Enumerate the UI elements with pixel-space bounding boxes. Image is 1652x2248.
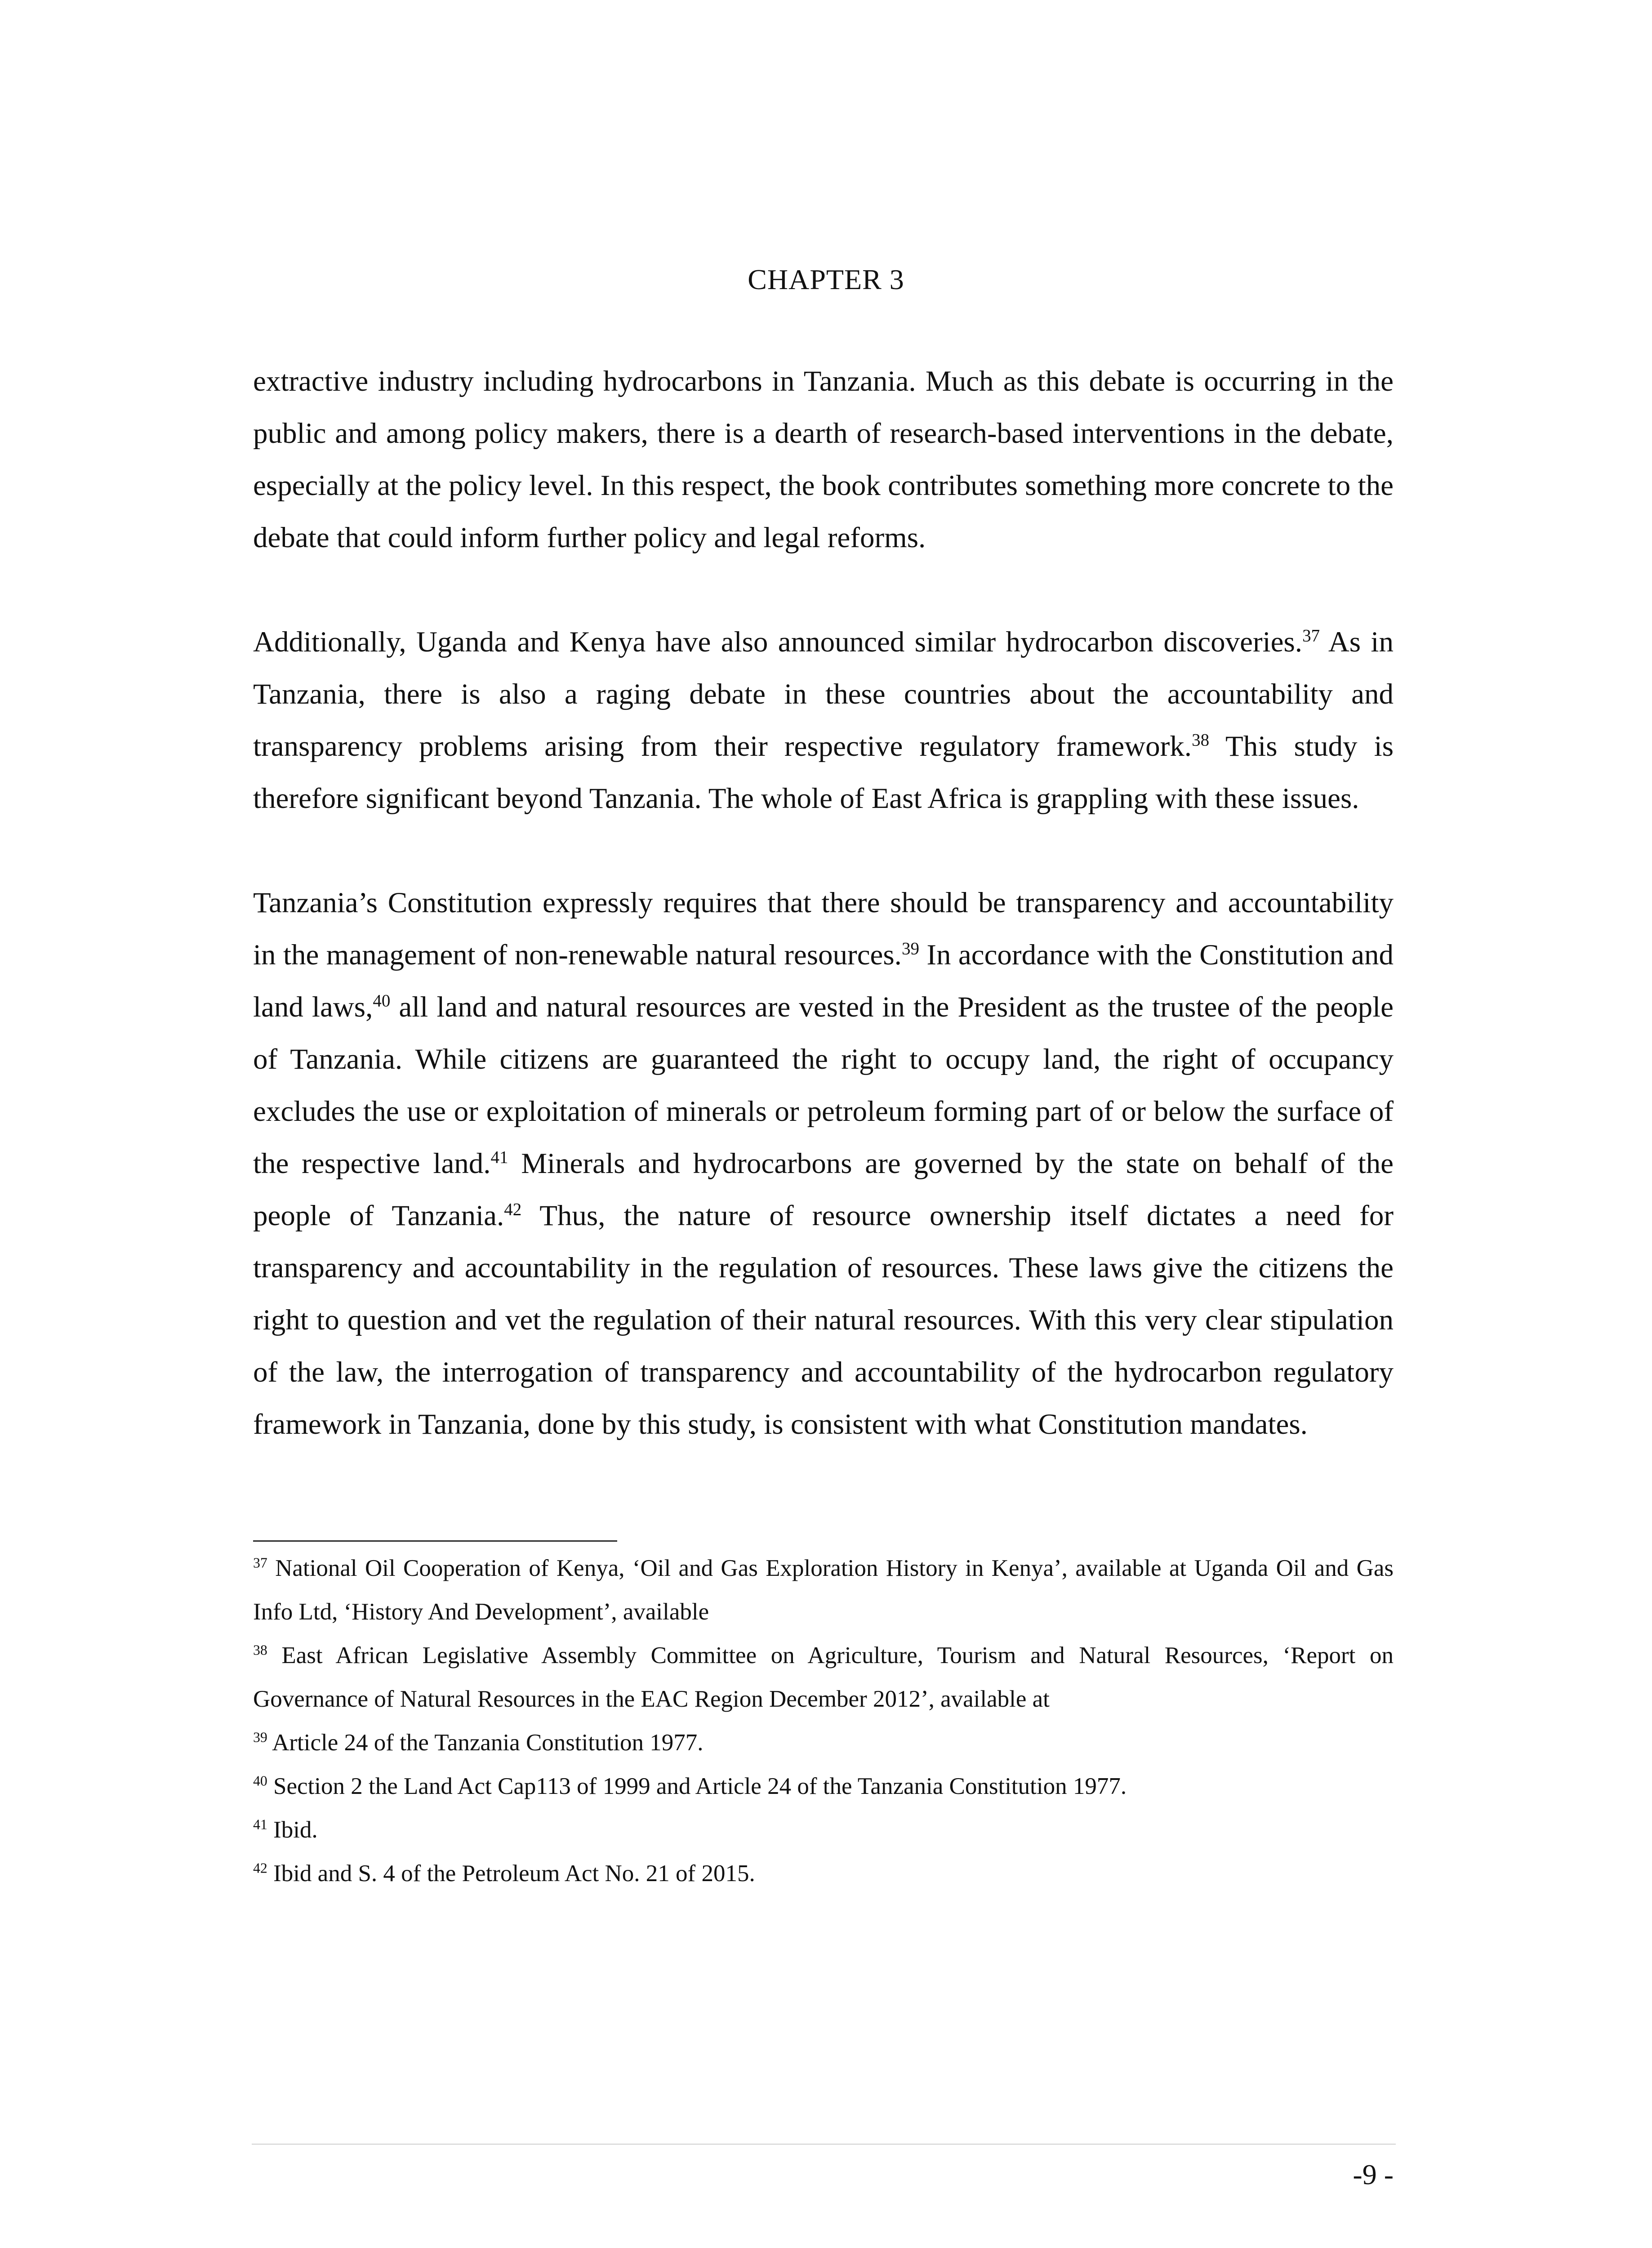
paragraph-text: This study is therefore significant beyond Tanzania. The whole of East Africa is grappling with these issues.	[253, 730, 1394, 815]
paragraph	[253, 877, 1394, 1450]
footnote-text: National Oil Cooperation of Kenya, ‘Oil and Gas Exploration History in Kenya’, available at Uganda Oil and Gas Info Ltd, ‘History And Development’, available	[253, 1555, 1394, 1625]
page-number: -9 -	[1353, 2159, 1394, 2190]
footnote-separator	[253, 1540, 617, 1542]
footnote-ref: 39	[901, 939, 919, 959]
paragraph-text: As in Tanzania, there is also a raging debate in these countries about the accountability and transparency problems arising from their respective regulatory framework.	[253, 626, 1394, 763]
footnote	[253, 1852, 1394, 1896]
paragraph-text: all land and natural resources are vested in the President as the trustee of the people of Tanzania. While citizens are guaranteed the right to occupy land, the right of occupancy excludes the use or exploitation of minerals or petroleum forming part of or below the surface of the respective land.	[253, 991, 1394, 1180]
footnote	[253, 1721, 1394, 1765]
footnote-ref: 38	[1192, 730, 1210, 750]
paragraph-text: Tanzania’s Constitution expressly requires that there should be transparency and accountability in the management of non-renewable natural resources.	[253, 887, 1394, 971]
paragraph-text: Additionally, Uganda and Kenya have also announced similar hydrocarbon discoveries.	[253, 626, 1303, 658]
footnote-text: Ibid.	[267, 1817, 318, 1843]
paragraph-text: In accordance with the Constitution and land laws,	[253, 939, 1394, 1023]
footnote-number: 40	[253, 1773, 267, 1789]
body-text	[253, 355, 1394, 1503]
footnote-number: 41	[253, 1816, 267, 1833]
footnote-number: 42	[253, 1860, 267, 1876]
paragraph-text: Thus, the nature of resource ownership itself dictates a need for transparency and accountability in the regulation of resources. These laws give the citizens the right to question and vet the regulation of their natural resources. With this very clear stipulation of the law, the interrogation of transparency and accountability of the hydrocarbon regulatory framework in Tanzania, done by this study, is consistent with what Constitution mandates.	[253, 1200, 1394, 1441]
footnotes	[253, 1547, 1394, 1896]
footnote-ref: 40	[373, 991, 391, 1011]
footnote	[253, 1547, 1394, 1634]
footnote-ref: 41	[490, 1147, 508, 1167]
footnote-text: Section 2 the Land Act Cap113 of 1999 and Article 24 of the Tanzania Constitution 1977.	[267, 1773, 1127, 1799]
footnote-text: Ibid and S. 4 of the Petroleum Act No. 21 of 2015.	[267, 1860, 755, 1887]
chapter-heading: CHAPTER 3	[748, 263, 904, 295]
footnote-ref: 37	[1302, 626, 1320, 646]
footnote	[253, 1808, 1394, 1852]
footnote-number: 38	[253, 1642, 267, 1658]
paragraph-text: extractive industry including hydrocarbons in Tanzania. Much as this debate is occurring in the public and among policy makers, there is a dearth of research-based interventions in the debate, especially at the policy level. In this respect, the book contributes something more concrete to the debate that could inform further policy and legal reforms.	[253, 365, 1394, 554]
paragraph	[253, 616, 1394, 825]
footer-rule	[252, 2144, 1396, 2145]
footnote	[253, 1634, 1394, 1721]
footnote-number: 39	[253, 1729, 267, 1745]
paragraph-text: Minerals and hydrocarbons are governed by the state on behalf of the people of Tanzania.	[253, 1147, 1394, 1232]
footnote-number: 37	[253, 1555, 267, 1571]
footnote	[253, 1765, 1394, 1808]
footnote-ref: 42	[504, 1200, 522, 1219]
footnote-text: Article 24 of the Tanzania Constitution 1977.	[267, 1730, 704, 1756]
paragraph	[253, 355, 1394, 564]
footnote-text: East African Legislative Assembly Committee on Agriculture, Tourism and Natural Resources, ‘Report on Governance of Natural Resources in the EAC Region December 2012’, available at	[253, 1642, 1394, 1712]
